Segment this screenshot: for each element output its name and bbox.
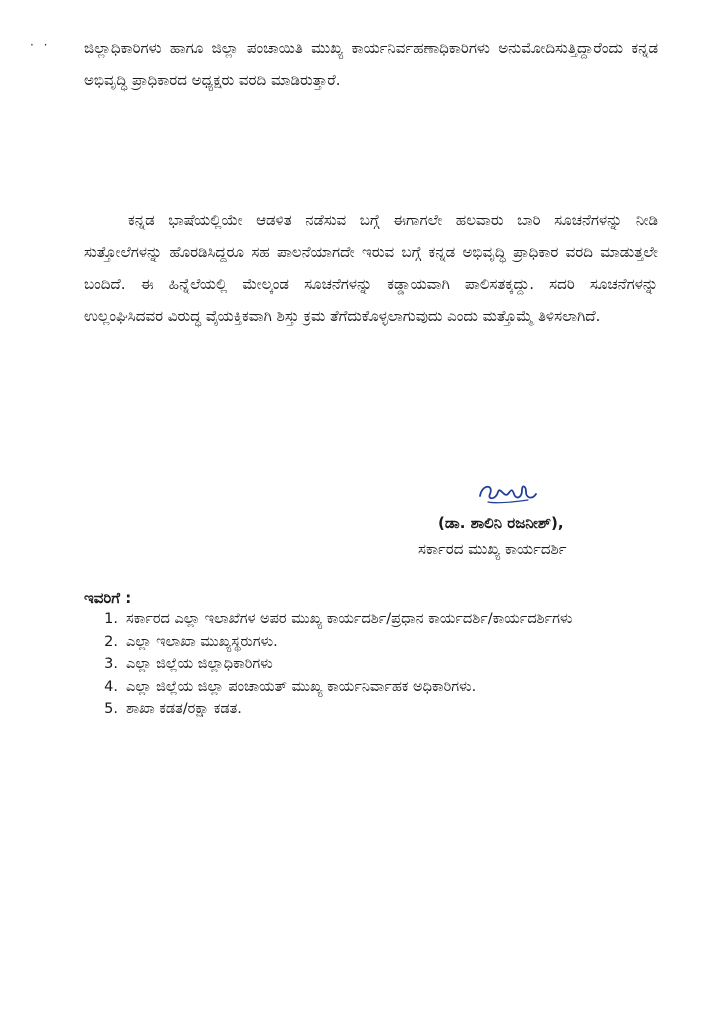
signatory-name: (ಡಾ. ಶಾಲಿನಿ ರಜನೀಶ್), [438,514,564,532]
list-item-number: 2. [104,633,118,650]
list-item-text: ಎಲ್ಲಾ ಜಿಲ್ಲೆಯ ಜಿಲ್ಲಾ ಪಂಚಾಯತ್ ಮುಖ್ಯ ಕಾರ್ಯನಿರ್ವಾಹಕ ಅಧಿಕಾರಿಗಳು. [126,678,477,695]
recipients-heading: ಇವರಿಗೆ : [84,589,132,607]
list-item-text: ಎಲ್ಲಾ ಜಿಲ್ಲೆಯ ಜಿಲ್ಲಾಧಿಕಾರಿಗಳು [126,656,273,672]
list-item [84,608,644,631]
list-item [84,653,644,676]
recipients-list [84,608,644,721]
paragraph-kannada-administration-instructions: ಕನ್ನಡ ಭಾಷೆಯಲ್ಲಿಯೇ ಆಡಳಿತ ನಡೆಸುವ ಬಗ್ಗೆ ಈಗಾಗಲೇ ಹಲವಾರು ಬಾರಿ ಸೂಚನೆಗಳನ್ನು ನೀಡಿ ಸುತ್ತೋಲೆಗಳನ್ನು ಹೊರಡಿಸಿದ್ದರೂ ಸಹ ಪಾಲನೆಯಾಗದೇ ಇರುವ ಬಗ್ಗೆ ಕನ್ನಡ ಅಭಿವೃದ್ಧಿ ಪ್ರಾಧಿಕಾರ ವರದಿ ಮಾಡುತ್ತಲೇ ಬಂದಿದೆ. ಈ ಹಿನ್ನೆಲೆಯಲ್ಲಿ ಮೇಲ್ಕಂಡ ಸೂಚನೆಗಳನ್ನು ಕಡ್ಡಾಯವಾಗಿ ಪಾಲಿಸತಕ್ಕದ್ದು. ಸದರಿ ಸೂಚನೆಗಳನ್ನು ಉಲ್ಲಂಘಿಸಿದವರ ವಿರುದ್ಧ ವೈಯಕ್ತಿಕವಾಗಿ ಶಿಸ್ತು ಕ್ರಮ ತೆಗೆದುಕೊಳ್ಳಲಾಗುವುದು ಎಂದು ಮತ್ತೊಮ್ಮೆ ತಿಳಿಸಲಾಗಿದೆ. [84,211,658,325]
list-item [84,676,644,699]
list-item-text: ಎಲ್ಲಾ ಇಲಾಖಾ ಮುಖ್ಯಸ್ಥರುಗಳು. [126,633,278,650]
list-item [84,631,644,654]
list-item-number: 1. [104,611,118,627]
list-item [84,698,644,721]
list-item-number: 5. [104,701,118,717]
scan-marks: · · [30,38,51,52]
list-item-number: 3. [104,656,118,672]
paragraph-approval-report: ಜಿಲ್ಲಾಧಿಕಾರಿಗಳು ಹಾಗೂ ಜಿಲ್ಲಾ ಪಂಚಾಯಿತಿ ಮುಖ್ಯ ಕಾರ್ಯನಿರ್ವಹಣಾಧಿಕಾರಿಗಳು ಅನುಮೋದಿಸುತ್ತಿದ್ದಾರೆಂದು ಕನ್ನಡ ಅಭಿವೃದ್ಧಿ ಪ್ರಾಧಿಕಾರದ ಅಧ್ಯಕ್ಷರು ವರದಿ ಮಾಡಿರುತ್ತಾರೆ. [84,39,658,89]
handwritten-signature [474,476,544,508]
list-item-number: 4. [104,678,118,695]
signatory-title: ಸರ್ಕಾರದ ಮುಖ್ಯ ಕಾರ್ಯದರ್ಶಿ [418,540,567,558]
list-item-text: ಸರ್ಕಾರದ ಎಲ್ಲಾ ಇಲಾಖೆಗಳ ಅಪರ ಮುಖ್ಯ ಕಾರ್ಯದರ್ಶಿ/ಪ್ರಧಾನ ಕಾರ್ಯದರ್ಶಿ/ಕಾರ್ಯದರ್ಶಿಗಳು [126,611,573,627]
list-item-text: ಶಾಖಾ ಕಡತ/ರಕ್ಷಾ ಕಡತ. [126,701,242,717]
